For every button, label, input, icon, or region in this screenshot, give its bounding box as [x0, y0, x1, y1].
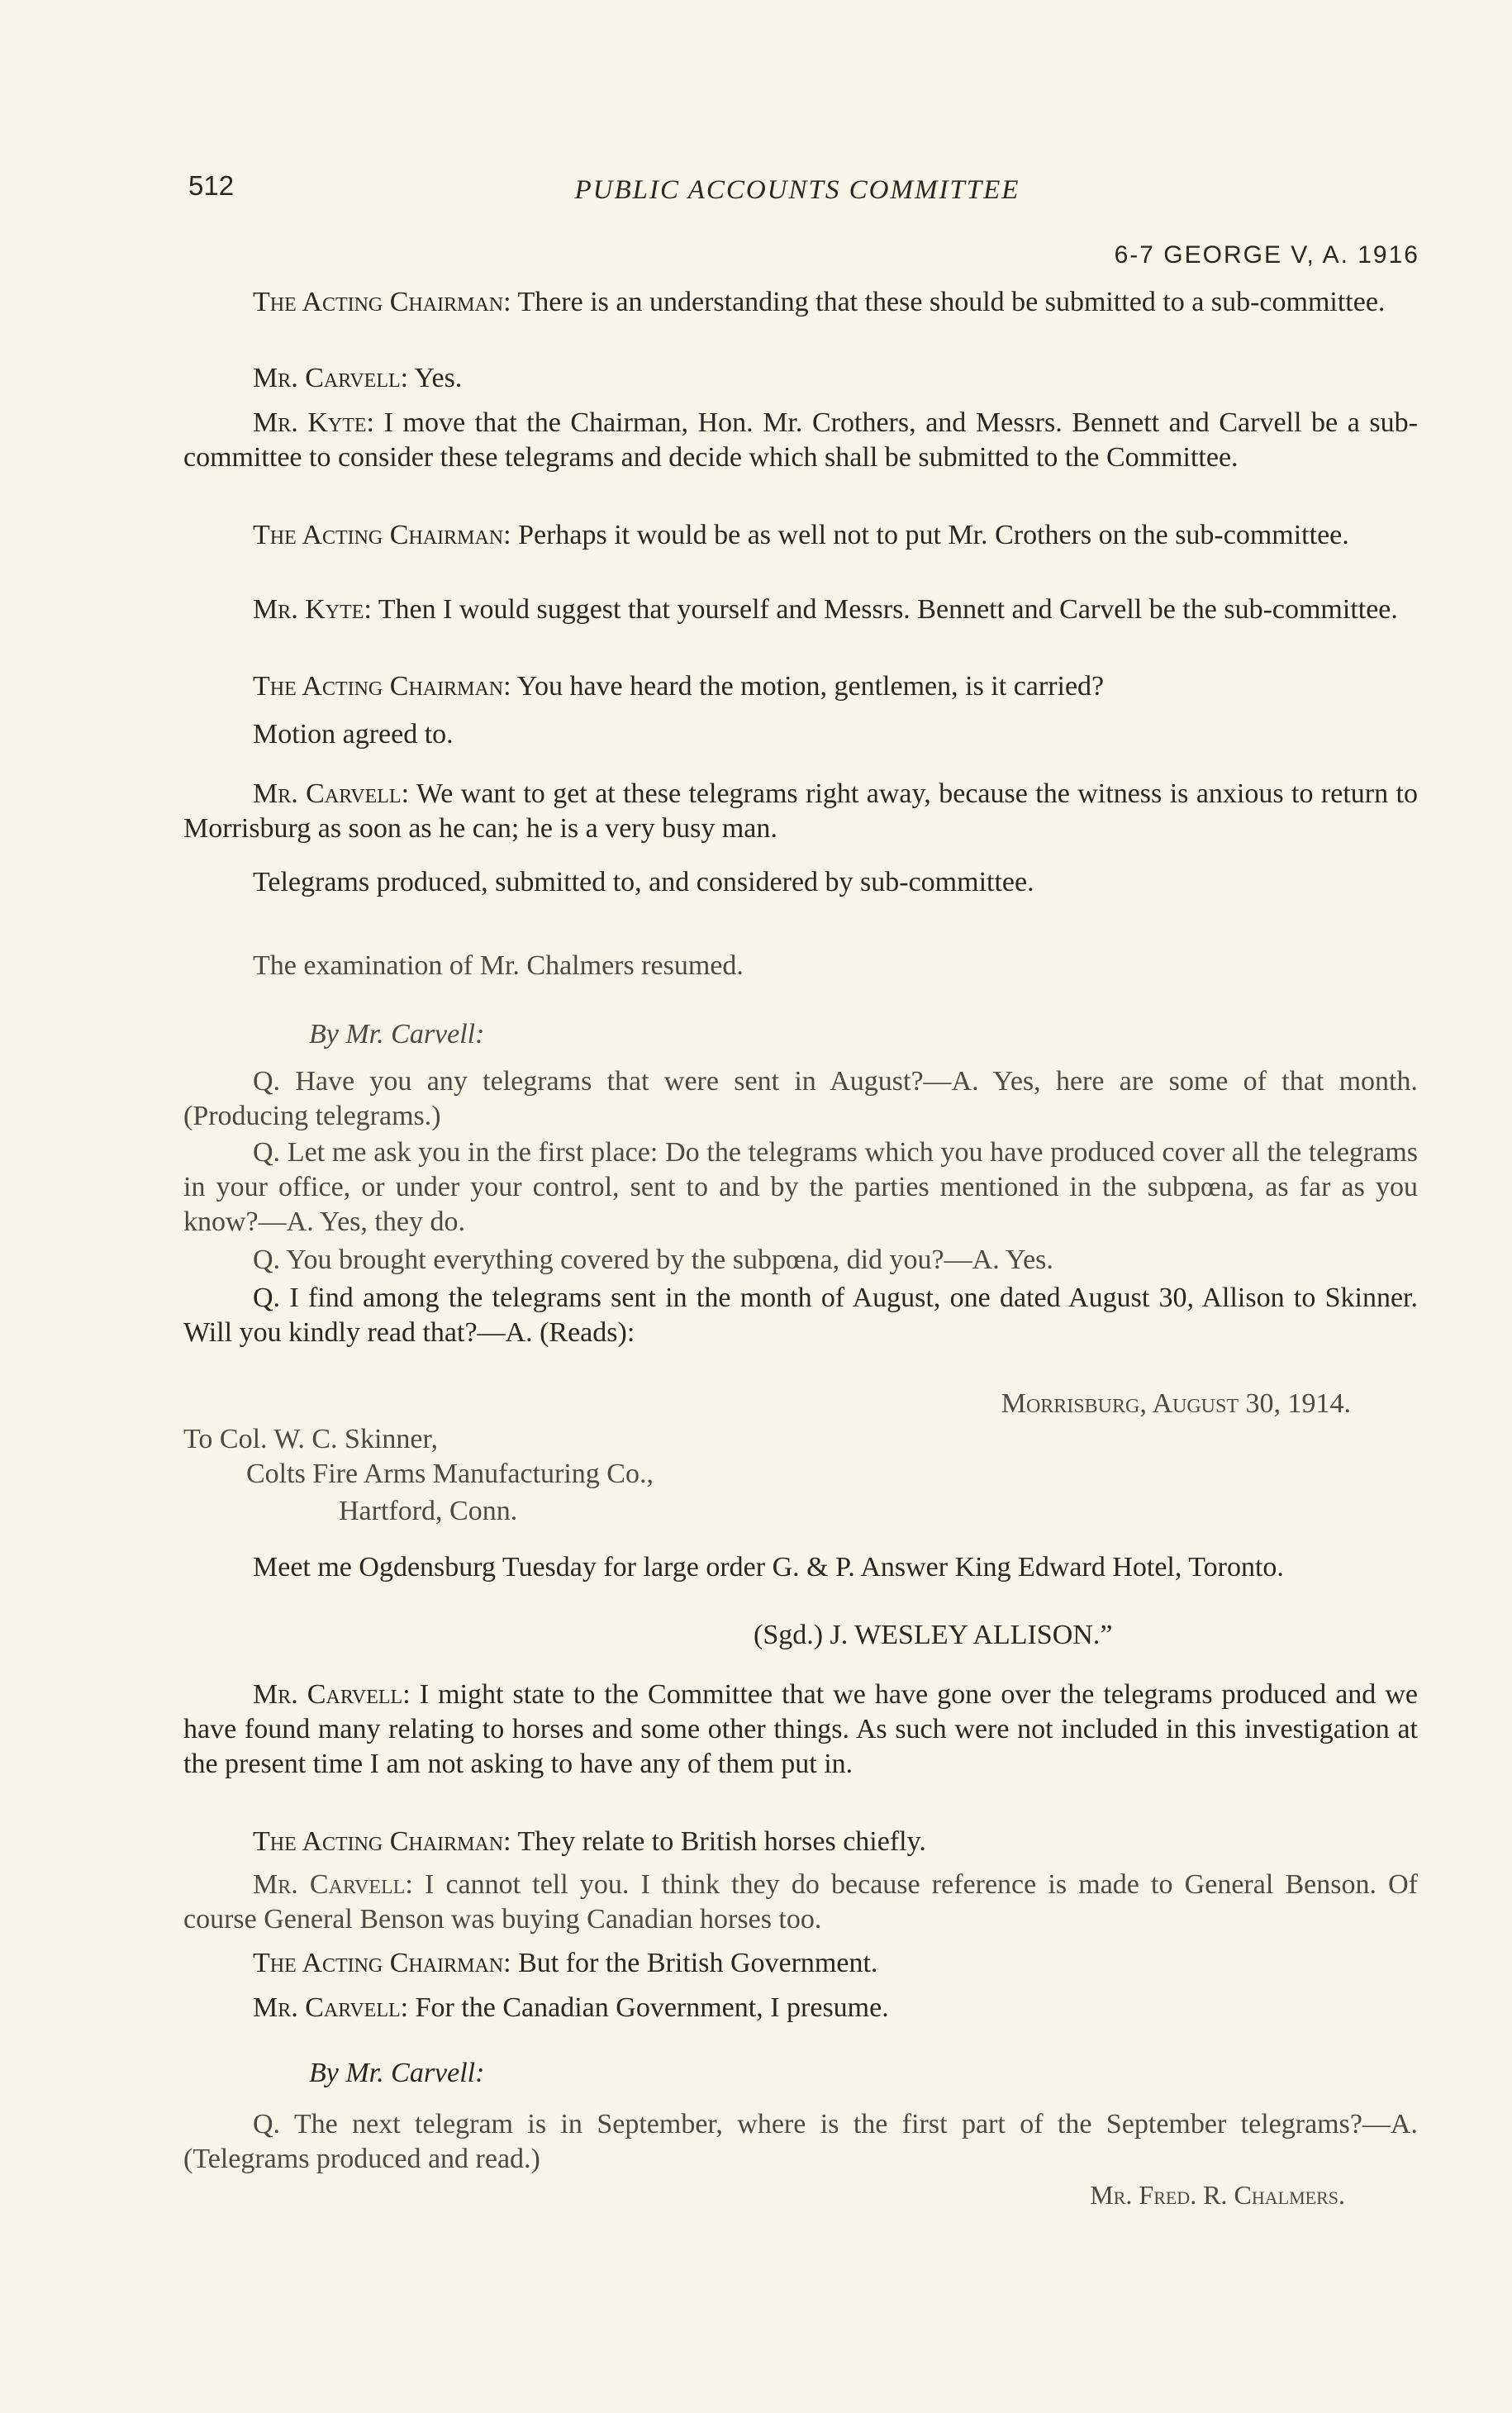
byline: By Mr. Carvell:: [309, 2058, 485, 2088]
speaker-label: Mr. Kyte:: [253, 594, 372, 625]
paragraph: [183, 777, 1418, 846]
paragraph: [183, 1991, 1418, 2025]
speech-text: We want to get at these telegrams right away, because the witness is anxious to return to Morrisburg as soon as he can; he is a very busy man.: [183, 778, 1419, 844]
paragraph: [183, 949, 1418, 983]
speaker-label: The Acting Chairman:: [253, 520, 511, 550]
paragraph: [183, 593, 1418, 627]
speech-text: You have heard the motion, gentlemen, is it carried?: [511, 671, 1105, 702]
paragraph: [183, 518, 1418, 553]
paragraph: [183, 406, 1418, 475]
paragraph: [183, 717, 1418, 752]
speech-text: Perhaps it would be as well not to put Mr. Crothers on the sub-committee.: [511, 520, 1349, 550]
speech-text: There is an understanding that these should be submitted to a sub-committee.: [511, 287, 1386, 317]
paragraph: [183, 1678, 1418, 1782]
speaker-label: Mr. Carvell:: [253, 1679, 411, 1710]
speaker-label: Mr. Kyte:: [253, 407, 374, 438]
speaker-label: Mr. Carvell:: [253, 363, 409, 393]
speech-text: For the Canadian Government, I presume.: [408, 1992, 889, 2023]
paragraph: [183, 1825, 1418, 1859]
paragraph: [183, 669, 1418, 704]
speech-text: I move that the Chairman, Hon. Mr. Crothers, and Messrs. Bennett and Carvell be a sub-committee to consider these telegrams and decide which shall be submitted to the Committee.: [183, 407, 1418, 473]
telegram-signature: (Sgd.) J. WESLEY ALLISON.”: [754, 1620, 1113, 1650]
running-title: PUBLIC ACCOUNTS COMMITTEE: [574, 175, 1020, 205]
telegram-body: Meet me Ogdensburg Tuesday for large order G. & P. Answer King Edward Hotel, Toronto.: [253, 1552, 1284, 1582]
speech-text: I cannot tell you. I think they do because reference is made to General Benson. Of course General Benson was buying Canadian horses too.: [183, 1869, 1419, 1935]
question-answer: Q. The next telegram is in September, where is the first part of the September telegrams?—A. (Telegrams produced and read.): [183, 2109, 1418, 2174]
paragraph: [183, 865, 1418, 900]
speech-text: I might state to the Committee that we have gone over the telegrams produced and we have found many relating to horses and some other things. As such were not included in this investigation at the present time I am not asking to have any of them put in.: [183, 1679, 1419, 1779]
paragraph: [183, 1868, 1418, 1937]
speech-text: The examination of Mr. Chalmers resumed.: [253, 950, 744, 981]
speaker-label: The Acting Chairman:: [253, 671, 511, 702]
telegram-city: Hartford, Conn.: [339, 1496, 518, 1526]
speech-text: They relate to British horses chiefly.: [511, 1826, 926, 1857]
speech-text: Telegrams produced, submitted to, and considered by sub-committee.: [253, 867, 1034, 897]
telegram-place-date: Morrisburg, August 30, 1914.: [1001, 1388, 1351, 1419]
session-label: 6-7 GEORGE V, A. 1916: [1114, 241, 1419, 269]
page-number: 512: [188, 170, 235, 201]
question-answer: Q. Let me ask you in the first place: Do the telegrams which you have produced cover all the telegrams in your office, or under your control, sent to and by the parties mentioned in the subpœna, as far as you know?—A. Yes, they do.: [183, 1137, 1418, 1237]
question-answer: Q. Have you any telegrams that were sent in August?—A. Yes, here are some of that month. (Producing telegrams.): [183, 1066, 1418, 1131]
telegram-company: Colts Fire Arms Manufacturing Co.,: [246, 1459, 654, 1489]
speech-text: Motion agreed to.: [253, 719, 454, 750]
speaker-label: The Acting Chairman:: [253, 1948, 511, 1978]
witness-name-footer: Mr. Fred. R. Chalmers.: [1090, 2180, 1345, 2210]
paragraph: [183, 285, 1418, 320]
question-answer: Q. I find among the telegrams sent in the month of August, one dated August 30, Allison to Skinner. Will you kindly read that?—A. (Reads):: [183, 1283, 1418, 1348]
speech-text: Yes.: [408, 363, 463, 393]
question-answer: Q. You brought everything covered by the subpœna, did you?—A. Yes.: [253, 1245, 1053, 1275]
speech-text: Then I would suggest that yourself and Messrs. Bennett and Carvell be the sub-committee.: [371, 594, 1398, 625]
telegram-recipient: To Col. W. C. Skinner,: [183, 1424, 438, 1454]
speaker-label: The Acting Chairman:: [253, 287, 511, 317]
speaker-label: Mr. Carvell:: [253, 1869, 413, 1900]
paragraph: [183, 1946, 1418, 1981]
speaker-label: The Acting Chairman:: [253, 1826, 511, 1857]
speaker-label: Mr. Carvell:: [253, 1992, 409, 2023]
paragraph: [183, 361, 1418, 396]
speaker-label: Mr. Carvell:: [253, 778, 410, 809]
speech-text: But for the British Government.: [511, 1948, 878, 1978]
byline: By Mr. Carvell:: [309, 1019, 485, 1049]
